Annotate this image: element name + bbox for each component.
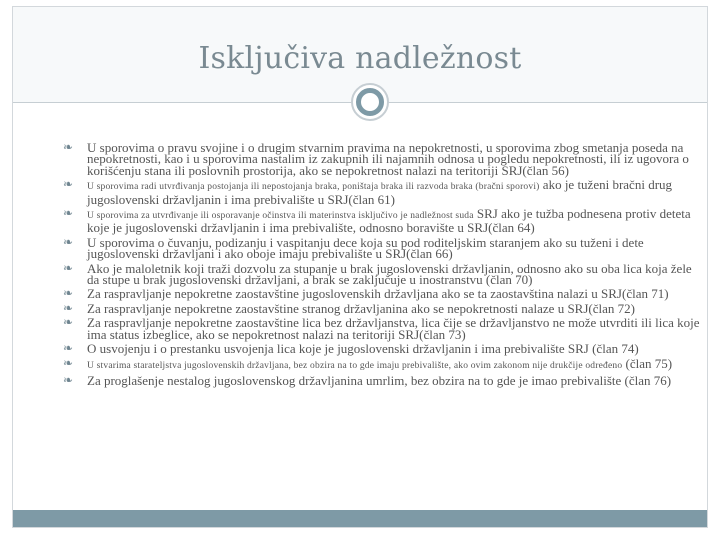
bullet-icon: ❧ [63,234,74,249]
bullet-icon: ❧ [63,177,74,192]
bullet-icon: ❧ [63,315,74,330]
list-item [57,300,707,316]
list-item [57,260,707,288]
item-text: Za raspravljanje nepokretne zaostavštine stranog državljanina ako se nepokretnosti nalaze u SRJ(član 72) [87,300,635,316]
item-text: ako je tuženi bračni drug jugoslovenski državljanin i ima prebivalište u SRJ(član 61) [87,177,673,207]
item-text: Za raspravljanje nepokretne zaostavštine lica bez državljanstva, lica čije se državljanstvo ne može utvrditi ili lica koje ima status izbeglice, ako se nepokretnost nalazi na teritoriji SRJ(član 73) [87,315,700,342]
bullet-icon: ❧ [63,206,74,221]
item-text: SRJ ako je tužba podnesena protiv deteta koje je jugoslovenski državljanin i ima prebivalište, odnosno boravište u SRJ(član 64) [87,206,691,236]
item-text: Ako je maloletnik koji traži dozvolu za stupanje u brak jugoslovenski državljanin, odnosno ako su oba lica koja žele da stupe u brak jugoslovenski državljani, a brak se zaključuje u inostranstvu (član 70) [87,260,692,288]
list-item [57,234,707,262]
bullet-icon: ❧ [63,300,74,315]
footer-bar [13,510,707,527]
item-text: U sporovima o čuvanju, podizanju i vaspitanju dece koja su pod roditeljskim staranjem ako su tuženi i dete jugoslovenski državljani i ako oboje imaju prebivalište u SRJ(član 66) [87,234,644,262]
item-text: (član 75) [622,355,673,371]
bullet-icon: ❧ [63,372,74,387]
item-text: U sporovima o pravu svojine i o drugim stvarnim pravima na nepokretnosti, u sporovima zbog smetanja poseda na nepokretnosti, kao i u sporovima nastalim iz zakupnih ili najamnih odnosa u pogledu nepokretnosti, ili iz ugovora o korišćenju stana ili poslovnih prostorija, ako se nepokretnost nalazi na teritoriji SRJ(član 56) [87,140,689,178]
bullet-list [57,142,707,386]
slide-title: Isključiva nadležnost [198,41,522,76]
list-item [57,286,707,302]
item-text-small: U sporovima radi utvrđivanja postojanja ili nepostojanja braka, poništaja braka ili razvoda braka (bračni sporovi) [87,182,540,193]
list-item [57,142,707,176]
list-item [57,208,707,234]
item-text-small: U stvarima starateljstva jugoslovenskih državljana, bez obzira na to gde imaju prebivalište, ako ovim zakonom nije drukčije određeno [87,360,623,371]
bullet-icon: ❧ [63,260,74,275]
list-item [57,355,707,372]
bullet-icon: ❧ [63,140,74,154]
bullet-icon: ❧ [63,286,74,301]
list-item [57,372,707,388]
item-text: O usvojenju i o prestanku usvojenja lica koje je jugoslovenski državljanin i ima prebivalište SRJ (član 74) [87,341,639,357]
item-text: Za proglašenje nestalog jugoslovenskog državljanina umrlim, bez obzira na to gde je imao prebivalište (član 76) [87,372,672,388]
ring-icon [351,83,389,121]
slide-frame [12,6,708,528]
bullet-icon: ❧ [63,355,74,370]
list-item [57,341,707,357]
item-text: Za raspravljanje nepokretne zaostavštine jugoslovenskih državljana ako se ta zaostavština nalazi u SRJ(član 71) [87,286,669,302]
list-item [57,179,707,205]
list-item [57,317,707,340]
bullet-icon: ❧ [63,341,74,356]
item-text-small: U sporovima za utvrđivanje ili osporavanje očinstva ili materinstva isključivo je nadležnost suda [87,211,474,222]
